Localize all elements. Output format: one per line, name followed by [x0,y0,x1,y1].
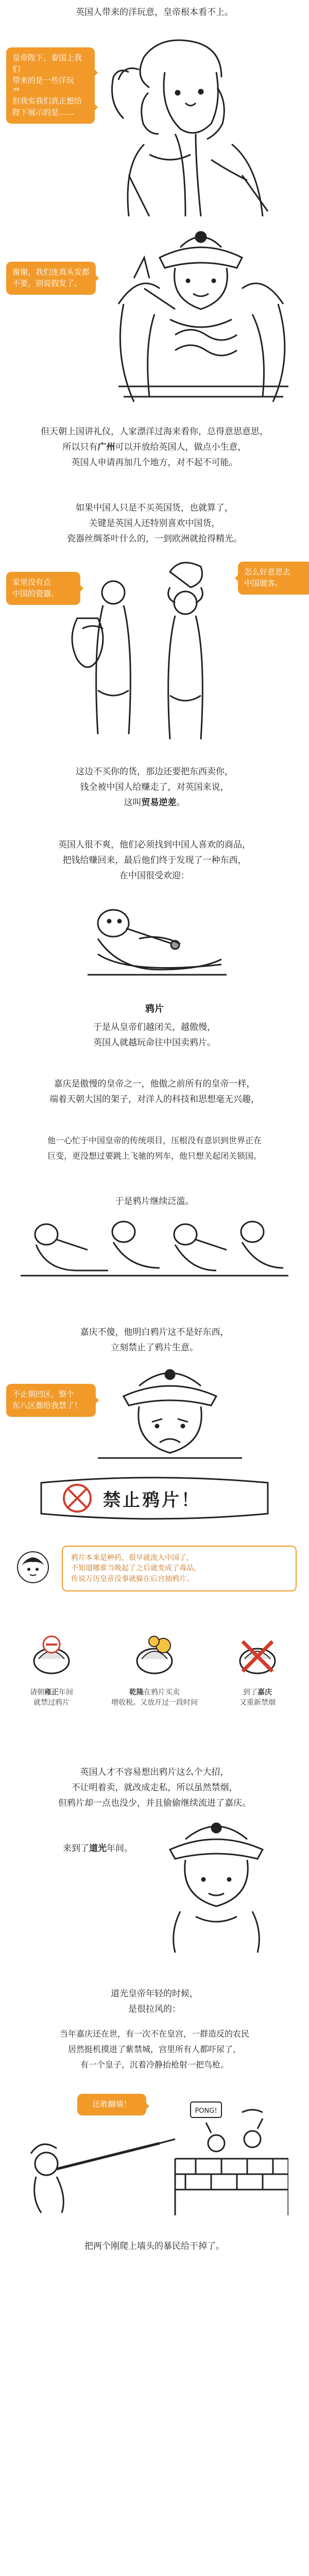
callout-line: 传说万历皇帝没事就躲在后宫抽鸦片。 [71,1574,194,1583]
emperor-on-throne-illustration [88,216,309,407]
cross-icon [234,1634,281,1681]
block1-line2-guangzhou: 广州 [97,442,115,452]
block6-line1: 嘉庆是傲慢的皇帝之一，他傲之前所有的皇帝一样， [54,1079,255,1089]
block6-line3: 他一心忙于中国皇帝的传统项目，压根没有意识到世界正在 [47,1136,262,1145]
icon-item-yongzheng [8,1634,95,1708]
bubble-line: 带来的是一些洋玩 [12,75,75,85]
ban-icon [28,1634,75,1681]
icon-caption-jiaqing: 到了嘉庆 又重新禁烟 [239,1688,276,1707]
block3-line3-c: 。 [176,798,185,808]
icon-caption-qianlong: 乾隆在鸦片买卖 增收税。又放开过一段时间 [111,1688,198,1707]
bubble-line: 谢谢，我们连真头发都 [12,267,90,277]
jiaqing-emperor-illustration [88,1360,252,1463]
block9-line3: 但鸦片却一点也没少，并且偷偷继续流进了嘉庆。 [58,1798,251,1808]
block1-line2-a: 所以只有 [62,442,98,452]
panel1-bubble-2 [6,91,95,124]
block3-line3-a: 这叫 [124,798,142,808]
bubble-line: 不要，别说假发了。 [12,278,82,288]
block8-line2: 立刻禁止了鸦片生意。 [111,1343,198,1353]
icon-caption-yongzheng: 请朝雍正年间 就禁过鸦片 [30,1688,73,1707]
two-men-with-porcelain-illustration [67,556,242,752]
block4-line2: 把钱给赚回来，最后他们终于发现了一种东西， [62,855,247,866]
block8-line1: 嘉庆不傻，他明白鸦片这不是好东西， [80,1327,229,1337]
ban-opium-banner [36,1472,273,1522]
bubble-line: 不止朝凹区，整个 [12,1389,75,1399]
block12-line1: 把两个刚爬上墙头的暴民给干掉了。 [84,2241,225,2251]
ban-opium-banner-text: 禁止鸦片！ [103,1490,201,1511]
bubble-line: 但我实我们真正想给 [12,96,82,106]
block2-line1: 如果中国人只是不买英国货，也就算了， [76,503,233,513]
block4-line3: 在中国很受欢迎： [119,871,190,881]
bubble-line: 东八区都给我禁了！ [12,1400,82,1410]
block11-line5: 有一个皇子，沉着冷静抬枪射一把鸟枪。 [80,2060,229,2070]
callout-line: 鸦片本来是种药，很早就流入中国了， [71,1554,194,1562]
block1-line2 [0,443,309,452]
block10-a: 来到了 [63,1843,89,1854]
block10-daoguang: 道光 [89,1843,107,1854]
block11-line1: 道光皇帝年轻的时候， [111,1989,198,1999]
bubble-line: 怎么好意思去 [244,567,291,577]
block1-line3: 英国人申请再加几个地方，对不起不可能。 [71,457,238,468]
block3-line1: 这边不买你的货，那边还要把东西卖你， [76,767,233,777]
block2-line3: 瓷器丝绸茶叶什么的，一到欧洲就抢得精光。 [67,534,242,544]
block2-line2: 关键是英国人还特别喜欢中国货， [89,518,220,529]
block6-line2: 端着天朝大国的架子，对洋人的科技和思想毫无兴趣， [49,1094,260,1105]
opium-title: 鸦片 [145,1004,164,1014]
block1-line2-c: 可以开放给英国人，做点小生意， [115,442,247,452]
bubble-line: 陛下展示的是…… [12,107,75,117]
callout-avatar [16,1551,49,1584]
bubble-line: 皇帝陛下，泰国上我们 [12,53,82,74]
block9-line2: 不让明着卖，就改成走私，所以虽然禁烟， [71,1783,238,1793]
bubble-line: 家里没有点 [12,578,52,587]
panel2-bubble [6,262,96,295]
callout-line: 不知道哪谁当吸起了之后就变成了毒品， [71,1564,201,1573]
icon-item-jiaqing [214,1634,301,1708]
block3-trade-deficit: 贸易逆差 [141,798,177,808]
block11-line3: 当年嘉庆还在世，有一次不在皇宫，一群造反的农民 [59,2029,249,2039]
block1-line1: 但天朝上国讲礼仪，人家漂洋过海来看你，总得意思意思， [41,427,268,437]
block3-line3 [0,799,309,807]
block5-line2: 英国人就越玩命往中国卖鸦片。 [93,1038,216,1048]
block6-line4: 巨变，更没想过要跳上飞驰的列车，他只想关起闭关锁国。 [47,1151,262,1161]
block10-c: 年间。 [107,1843,133,1854]
block4-line1: 英国人很不爽，他们必须找到中国人喜欢的商品， [58,840,251,850]
opium-crowd-illustration [21,1214,288,1281]
prince-shooting-rebels-illustration [21,2092,288,2215]
opium-policy-icons [0,1634,309,1722]
panel4-bubble [6,1384,96,1417]
bubble-line: 中国的瓷器。 [12,588,59,598]
block7-line1: 于是鸦片继续泛滥。 [115,1196,194,1207]
bubble-line: 还敢翻墙！ [92,2099,131,2109]
block9-line1: 英国人才不容易想出鸦片这么个大招， [80,1767,229,1777]
panel1-caption: 英国人带来的洋玩意，皇帝根本看不上。 [76,7,233,18]
block11-line4: 居然挺机摸进了紫禁城，宫里所有人都吓尿了， [67,2044,241,2054]
tax-money-icon [131,1634,178,1681]
svg-text:PONG!: PONG! [195,2107,217,2115]
opium-smoker-illustration [77,887,232,985]
block11-line2: 是很拉风的： [128,2004,181,2014]
daoguang-emperor-illustration [149,1814,283,1958]
panel3-bubble-right [238,562,309,595]
block5-line1: 于是从皇帝们越闭关，越傲慢， [93,1022,216,1032]
british-envoy-illustration [88,31,309,216]
bubble-line: 中国做客。 [244,578,283,588]
block3-line2: 钱全被中国人给赚走了，对英国来说， [80,782,229,792]
icon-item-qianlong [111,1634,198,1708]
opium-history-callout [62,1546,297,1591]
